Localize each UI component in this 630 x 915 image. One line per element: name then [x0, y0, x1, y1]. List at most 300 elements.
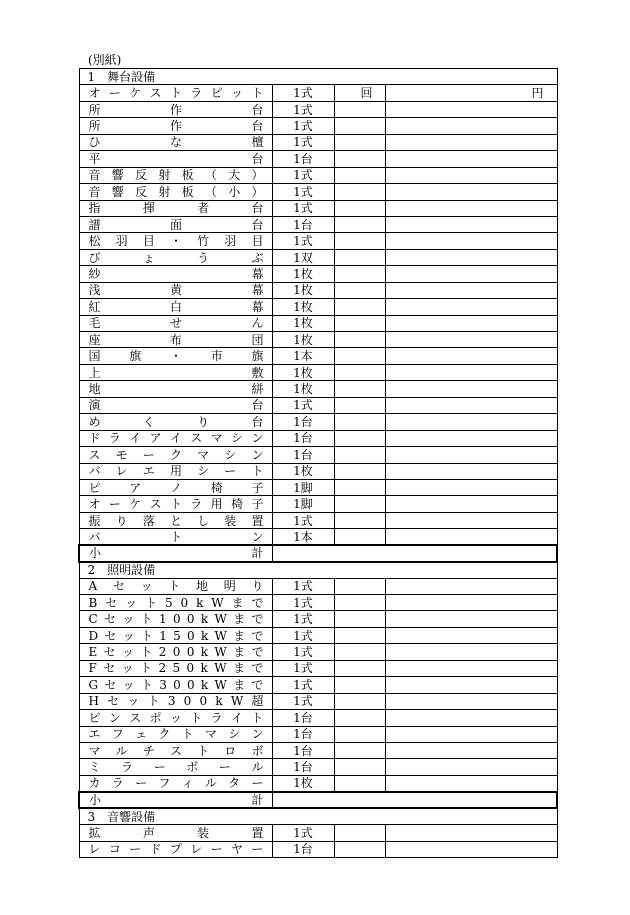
item-amount-cell — [385, 184, 557, 200]
name-glyph: ド — [149, 842, 162, 857]
name-glyph: レ — [190, 842, 203, 857]
name-glyph: 市 — [210, 349, 223, 364]
item-amount-cell — [385, 693, 557, 709]
name-glyph: k — [200, 661, 208, 676]
name-glyph: セ — [107, 694, 120, 709]
name-glyph: k — [215, 694, 223, 709]
item-name — [89, 694, 264, 708]
item-name-cell — [79, 775, 272, 791]
item-row — [79, 101, 557, 117]
name-glyph: 0 — [186, 612, 195, 627]
name-glyph: ト — [169, 529, 182, 544]
item-quantity: 1台 — [272, 759, 334, 775]
name-glyph: セ — [103, 661, 116, 676]
item-row — [79, 282, 557, 298]
item-name — [89, 251, 264, 265]
name-glyph: フ — [111, 727, 124, 742]
name-glyph: ヤ — [231, 842, 244, 857]
item-name-cell — [79, 742, 272, 758]
name-glyph: 椅 — [210, 480, 223, 495]
name-glyph: 所 — [88, 102, 101, 117]
name-glyph: 1 — [158, 612, 167, 627]
name-glyph: め — [88, 414, 101, 429]
name-glyph: 幕 — [251, 283, 264, 298]
item-amount-cell — [385, 134, 557, 150]
item-name — [89, 497, 264, 511]
item-name — [89, 760, 264, 774]
name-glyph: 羽 — [115, 234, 128, 249]
item-row — [79, 627, 557, 643]
name-glyph: ょ — [142, 250, 155, 265]
item-quantity: 1台 — [272, 710, 334, 726]
item-row — [79, 184, 557, 200]
item-amount-cell — [385, 430, 557, 446]
name-glyph: （ — [204, 168, 217, 183]
name-glyph: ポ — [149, 710, 162, 725]
attachment-label: (別紙) — [88, 53, 122, 67]
item-quantity: 1式 — [272, 134, 334, 150]
item-count-cell — [334, 775, 385, 791]
item-name — [89, 776, 264, 790]
item-name — [89, 119, 264, 133]
name-glyph: 所 — [88, 119, 101, 134]
item-row — [79, 496, 557, 512]
item-row — [79, 348, 557, 364]
name-glyph: ト — [145, 595, 158, 610]
name-glyph: せ — [169, 316, 182, 331]
name-glyph: 3 — [167, 694, 176, 709]
item-name — [89, 464, 264, 478]
item-quantity: 1枚 — [272, 299, 334, 315]
name-glyph: ー — [251, 776, 264, 791]
name-glyph: ー — [108, 86, 121, 101]
name-glyph: ボ — [186, 760, 199, 775]
item-count-cell — [334, 479, 385, 495]
item-amount-cell — [385, 233, 557, 249]
item-amount-cell — [385, 315, 557, 331]
item-count-cell — [334, 463, 385, 479]
name-glyph: ト — [169, 86, 182, 101]
item-name-cell — [79, 578, 272, 594]
name-glyph: ー — [153, 760, 166, 775]
item-name — [89, 398, 264, 412]
name-glyph: で — [251, 661, 264, 676]
item-row — [79, 447, 557, 463]
name-glyph: ド — [88, 431, 101, 446]
name-glyph: k — [196, 595, 204, 610]
item-amount-cell — [385, 677, 557, 693]
subtotal-value-cell — [272, 792, 557, 808]
name-glyph: ス — [149, 86, 162, 101]
item-quantity: 1脚 — [272, 479, 334, 495]
name-glyph: 射 — [158, 184, 171, 199]
name-glyph: 振 — [88, 513, 101, 528]
name-glyph: ト — [197, 743, 210, 758]
item-name-cell — [79, 118, 272, 134]
name-glyph: k — [200, 677, 209, 692]
subtotal-label — [89, 793, 264, 807]
name-glyph: ト — [169, 497, 182, 512]
item-row — [79, 677, 557, 693]
item-quantity: 1脚 — [272, 496, 334, 512]
item-row — [79, 249, 557, 265]
item-amount-cell — [385, 529, 557, 545]
item-name-cell — [79, 430, 272, 446]
name-glyph: k — [200, 628, 209, 643]
section-header-row — [79, 69, 557, 85]
item-quantity: 1台 — [272, 742, 334, 758]
section-title: 3 音響設備 — [79, 808, 557, 824]
item-count-cell — [334, 595, 385, 611]
name-glyph: ひ — [88, 135, 101, 150]
name-glyph: ト — [251, 464, 264, 479]
name-glyph: W — [214, 612, 227, 627]
name-glyph: 装 — [197, 825, 210, 840]
item-quantity: 1枚 — [272, 266, 334, 282]
name-glyph: ッ — [127, 694, 140, 709]
name-glyph: り — [251, 579, 264, 594]
name-glyph: レ — [88, 842, 101, 857]
name-glyph: ぶ — [251, 250, 264, 265]
item-count-cell — [334, 397, 385, 413]
name-glyph: レ — [115, 464, 128, 479]
item-name-cell — [79, 282, 272, 298]
name-glyph: 絣 — [251, 382, 264, 397]
item-price-unit: 円 — [385, 85, 557, 101]
item-name-cell — [79, 479, 272, 495]
item-amount-cell — [385, 447, 557, 463]
item-name-cell — [79, 233, 272, 249]
name-glyph: ス — [169, 743, 182, 758]
name-glyph: 黄 — [169, 283, 182, 298]
item-quantity: 1式 — [272, 512, 334, 528]
name-glyph: イ — [231, 710, 244, 725]
item-name — [89, 283, 264, 297]
item-row — [79, 430, 557, 446]
item-quantity: 1式 — [272, 693, 334, 709]
item-amount-cell — [385, 299, 557, 315]
name-glyph: 浅 — [88, 283, 101, 298]
item-row — [79, 726, 557, 742]
item-quantity: 1式 — [272, 660, 334, 676]
item-amount-cell — [385, 627, 557, 643]
item-name-cell — [79, 611, 272, 627]
item-quantity: 1枚 — [272, 463, 334, 479]
item-name-cell — [79, 693, 272, 709]
section-title: 2 照明設備 — [79, 562, 557, 578]
name-glyph: W — [214, 677, 227, 692]
item-name — [89, 744, 264, 758]
name-glyph: 用 — [169, 464, 182, 479]
name-glyph: 紅 — [88, 299, 101, 314]
name-glyph: G — [88, 677, 99, 692]
item-quantity: 1枚 — [272, 364, 334, 380]
item-count-cell — [334, 611, 385, 627]
item-name-cell — [79, 710, 272, 726]
item-amount-cell — [385, 249, 557, 265]
item-row — [79, 151, 557, 167]
name-glyph: ク — [169, 447, 182, 462]
name-glyph: 台 — [251, 102, 264, 117]
name-glyph: バ — [88, 464, 101, 479]
item-name — [89, 645, 264, 659]
name-glyph: 椅 — [231, 497, 244, 512]
subtotal-label-cell — [79, 792, 272, 808]
item-name — [89, 333, 264, 347]
name-glyph: 2 — [158, 661, 167, 676]
item-count-cell — [334, 134, 385, 150]
name-glyph: 台 — [251, 151, 264, 166]
item-amount-cell — [385, 710, 557, 726]
name-glyph: ノ — [169, 480, 182, 495]
name-glyph: ク — [158, 727, 171, 742]
item-name — [89, 727, 264, 741]
name-glyph: ー — [135, 776, 148, 791]
name-glyph: 国 — [88, 349, 101, 364]
item-amount-cell — [385, 414, 557, 430]
name-glyph: ・ — [169, 234, 182, 249]
name-glyph: ー — [251, 842, 264, 857]
item-amount-cell — [385, 463, 557, 479]
name-glyph: ン — [251, 727, 264, 742]
item-amount-cell — [385, 348, 557, 364]
name-glyph: 作 — [169, 119, 182, 134]
item-count-cell — [334, 677, 385, 693]
item-count-cell — [334, 447, 385, 463]
name-glyph: ま — [232, 661, 245, 676]
name-glyph: ・ — [169, 349, 182, 364]
item-amount-cell — [385, 841, 557, 857]
name-glyph: ッ — [169, 710, 182, 725]
name-glyph: ッ — [231, 86, 244, 101]
item-name — [89, 431, 264, 445]
name-glyph: ン — [251, 447, 264, 462]
item-amount-cell — [385, 644, 557, 660]
item-quantity: 1式 — [272, 200, 334, 216]
name-glyph: ー — [210, 842, 223, 857]
item-quantity: 1台 — [272, 414, 334, 430]
item-count-cell — [334, 414, 385, 430]
name-glyph: ア — [149, 431, 162, 446]
name-glyph: ッ — [122, 645, 135, 660]
item-amount-cell — [385, 332, 557, 348]
item-count-cell — [334, 841, 385, 857]
item-row — [79, 397, 557, 413]
item-row — [79, 134, 557, 150]
name-glyph: ピ — [88, 710, 101, 725]
name-glyph: 毛 — [88, 316, 101, 331]
item-amount-cell — [385, 381, 557, 397]
name-glyph: 2 — [158, 645, 167, 660]
item-name — [89, 103, 264, 117]
item-quantity: 1式 — [272, 595, 334, 611]
name-glyph: 台 — [251, 201, 264, 216]
name-glyph: 板 — [181, 168, 194, 183]
name-glyph: 幕 — [251, 299, 264, 314]
item-name — [89, 267, 264, 281]
name-glyph: ト — [140, 661, 153, 676]
name-glyph: 音 — [88, 168, 101, 183]
name-glyph: D — [88, 628, 99, 643]
item-row — [79, 381, 557, 397]
name-glyph: 0 — [186, 661, 195, 676]
item-count-cell — [334, 381, 385, 397]
item-quantity: 1本 — [272, 348, 334, 364]
item-count-cell — [334, 742, 385, 758]
item-name-cell — [79, 595, 272, 611]
name-glyph: な — [169, 135, 182, 150]
item-name — [89, 316, 264, 330]
name-glyph: 1 — [159, 628, 167, 643]
name-glyph: 3 — [159, 677, 167, 692]
item-amount-cell — [385, 775, 557, 791]
name-glyph: ッ — [140, 579, 153, 594]
name-glyph: シ — [224, 447, 237, 462]
item-count-cell — [334, 299, 385, 315]
item-quantity: 1式 — [272, 644, 334, 660]
item-row — [79, 595, 557, 611]
item-quantity: 1台 — [272, 216, 334, 232]
item-quantity: 1枚 — [272, 282, 334, 298]
name-glyph: 大 — [228, 168, 241, 183]
item-quantity: 1本 — [272, 529, 334, 545]
name-glyph: 0 — [187, 628, 195, 643]
subtotal-value-cell — [272, 545, 557, 561]
item-row — [79, 118, 557, 134]
name-glyph: 置 — [251, 825, 264, 840]
name-glyph: マ — [88, 743, 101, 758]
item-name — [89, 152, 264, 166]
item-count-cell — [334, 348, 385, 364]
name-glyph: ） — [251, 184, 264, 199]
item-name-cell — [79, 447, 272, 463]
name-glyph: 落 — [142, 513, 155, 528]
name-glyph: B — [88, 595, 98, 610]
item-name-cell — [79, 299, 272, 315]
item-name-cell — [79, 414, 272, 430]
item-name — [89, 135, 264, 149]
item-amount-cell — [385, 151, 557, 167]
item-quantity: 1式 — [272, 677, 334, 693]
name-glyph: 超 — [251, 694, 264, 709]
name-glyph: 団 — [251, 332, 264, 347]
name-glyph: プ — [169, 842, 182, 857]
name-glyph: セ — [104, 677, 117, 692]
name-glyph: ル — [204, 776, 217, 791]
item-name — [89, 366, 264, 380]
name-glyph: W — [214, 645, 227, 660]
name-glyph: ン — [108, 710, 121, 725]
item-name-cell — [79, 266, 272, 282]
name-glyph: ッ — [122, 612, 135, 627]
name-glyph: ま — [233, 645, 246, 660]
name-glyph: 5 — [172, 661, 181, 676]
name-glyph: W — [214, 628, 227, 643]
item-count-cell — [334, 759, 385, 775]
name-glyph: オ — [88, 86, 101, 101]
item-name-cell — [79, 101, 272, 117]
name-glyph: ン — [251, 529, 264, 544]
item-row — [79, 85, 557, 101]
name-glyph: 演 — [88, 398, 101, 413]
item-row — [79, 742, 557, 758]
section-header-row — [79, 808, 557, 824]
item-row — [79, 233, 557, 249]
name-glyph: モ — [115, 447, 128, 462]
item-amount-cell — [385, 167, 557, 183]
name-glyph: F — [88, 661, 97, 676]
name-glyph: ト — [251, 86, 264, 101]
item-name-cell — [79, 660, 272, 676]
name-glyph: 旗 — [251, 349, 264, 364]
name-glyph: 0 — [187, 677, 195, 692]
name-glyph: 譜 — [88, 217, 101, 232]
item-amount-cell — [385, 825, 557, 841]
name-glyph: ピ — [88, 480, 101, 495]
item-name — [89, 86, 264, 100]
item-count-cell — [334, 101, 385, 117]
subtotal-label-cell — [79, 545, 272, 561]
item-row — [79, 841, 557, 857]
name-glyph: 拡 — [88, 825, 101, 840]
name-glyph: ー — [224, 464, 237, 479]
name-glyph: 小 — [228, 184, 241, 199]
item-row — [79, 266, 557, 282]
name-glyph: 平 — [88, 151, 101, 166]
name-glyph: で — [251, 645, 264, 660]
name-glyph: エ — [142, 464, 155, 479]
name-glyph: 揮 — [142, 201, 155, 216]
name-glyph: ロ — [224, 743, 237, 758]
item-name-cell — [79, 315, 272, 331]
name-glyph: 竹 — [197, 234, 210, 249]
item-row — [79, 693, 557, 709]
name-glyph: 0 — [173, 677, 181, 692]
item-row — [79, 332, 557, 348]
name-glyph: シ — [197, 464, 210, 479]
item-name — [89, 842, 264, 856]
item-name-cell — [79, 216, 272, 232]
name-glyph: 0 — [180, 595, 189, 610]
item-count-cell — [334, 693, 385, 709]
name-glyph: 目 — [142, 234, 155, 249]
name-glyph: ッ — [121, 661, 134, 676]
name-glyph: 指 — [88, 201, 101, 216]
name-glyph: 地 — [88, 382, 101, 397]
item-name-cell — [79, 726, 272, 742]
item-name-cell — [79, 364, 272, 380]
item-name — [89, 415, 264, 429]
item-quantity: 1枚 — [272, 775, 334, 791]
name-glyph: 台 — [251, 119, 264, 134]
name-glyph: 装 — [224, 513, 237, 528]
name-glyph: 響 — [111, 184, 124, 199]
item-name — [89, 168, 264, 182]
item-row — [79, 315, 557, 331]
name-glyph: ラ — [190, 86, 203, 101]
name-glyph: セ — [103, 645, 116, 660]
item-amount-cell — [385, 595, 557, 611]
name-glyph: ボ — [251, 743, 264, 758]
item-quantity: 1式 — [272, 118, 334, 134]
item-row — [79, 529, 557, 545]
item-row — [79, 611, 557, 627]
name-glyph: ー — [108, 497, 121, 512]
item-count-cell — [334, 825, 385, 841]
name-glyph: ィ — [181, 776, 194, 791]
item-amount-cell — [385, 660, 557, 676]
item-count-unit: 回 — [334, 85, 385, 101]
